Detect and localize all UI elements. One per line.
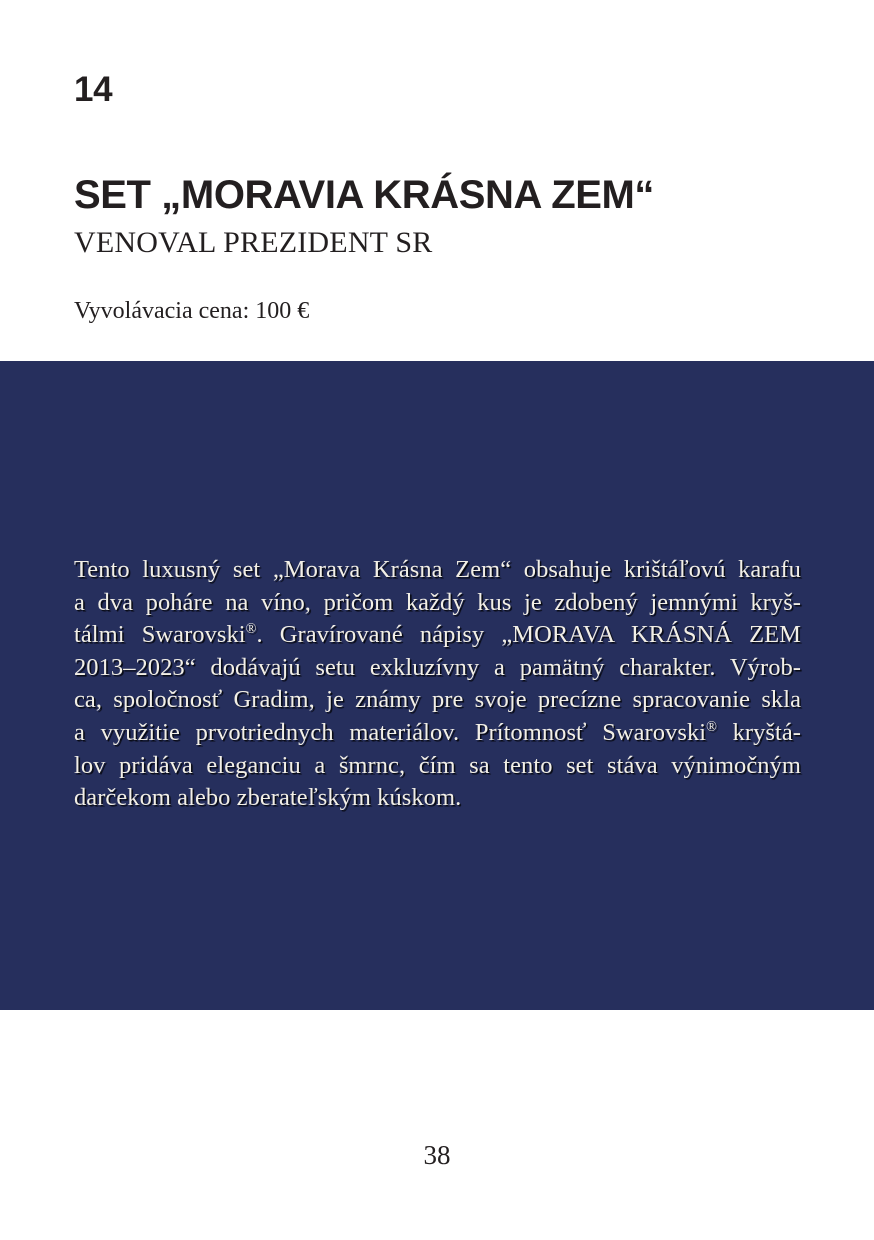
description-line: ca, spoločnosť Gradim, je známy pre svoje precízne spracovanie skla	[74, 686, 801, 714]
registered-trademark-icon: ®	[706, 718, 717, 735]
description-line: a dva poháre na víno, pričom každý kus je zdobený jemnými kryš-	[74, 588, 801, 616]
lot-description-text	[74, 554, 801, 815]
description-line: a využitie prvotriednych materiálov. Prítomnosť Swarovski® kryštá-	[74, 718, 802, 746]
page-title: SET „MORAVIA KRÁSNA ZEM“	[74, 172, 655, 217]
page-number: 38	[423, 1140, 451, 1170]
description-line: tálmi Swarovski®. Gravírované nápisy „MORAVA KRÁSNÁ ZEM	[74, 621, 801, 649]
description-line: darčekom alebo zberateľským kúskom.	[74, 784, 462, 812]
lot-subtitle: VENOVAL PREZIDENT SR	[74, 226, 433, 259]
lot-starting-price: Vyvolávacia cena: 100 €	[74, 298, 310, 324]
lot-header	[0, 0, 874, 361]
page-footer	[0, 1010, 874, 1240]
registered-trademark-icon: ®	[245, 621, 257, 638]
description-panel	[0, 361, 874, 1010]
description-line: 2013–2023“ dodávajú setu exkluzívny a pamätný charakter. Výrob-	[74, 653, 801, 681]
description-line: Tento luxusný set „Morava Krásna Zem“ obsahuje krištáľovú karafu	[74, 556, 801, 583]
lot-number: 14	[74, 70, 113, 109]
description-line: lov pridáva eleganciu a šmrnc, čím sa tento set stáva výnimočným	[74, 751, 801, 779]
